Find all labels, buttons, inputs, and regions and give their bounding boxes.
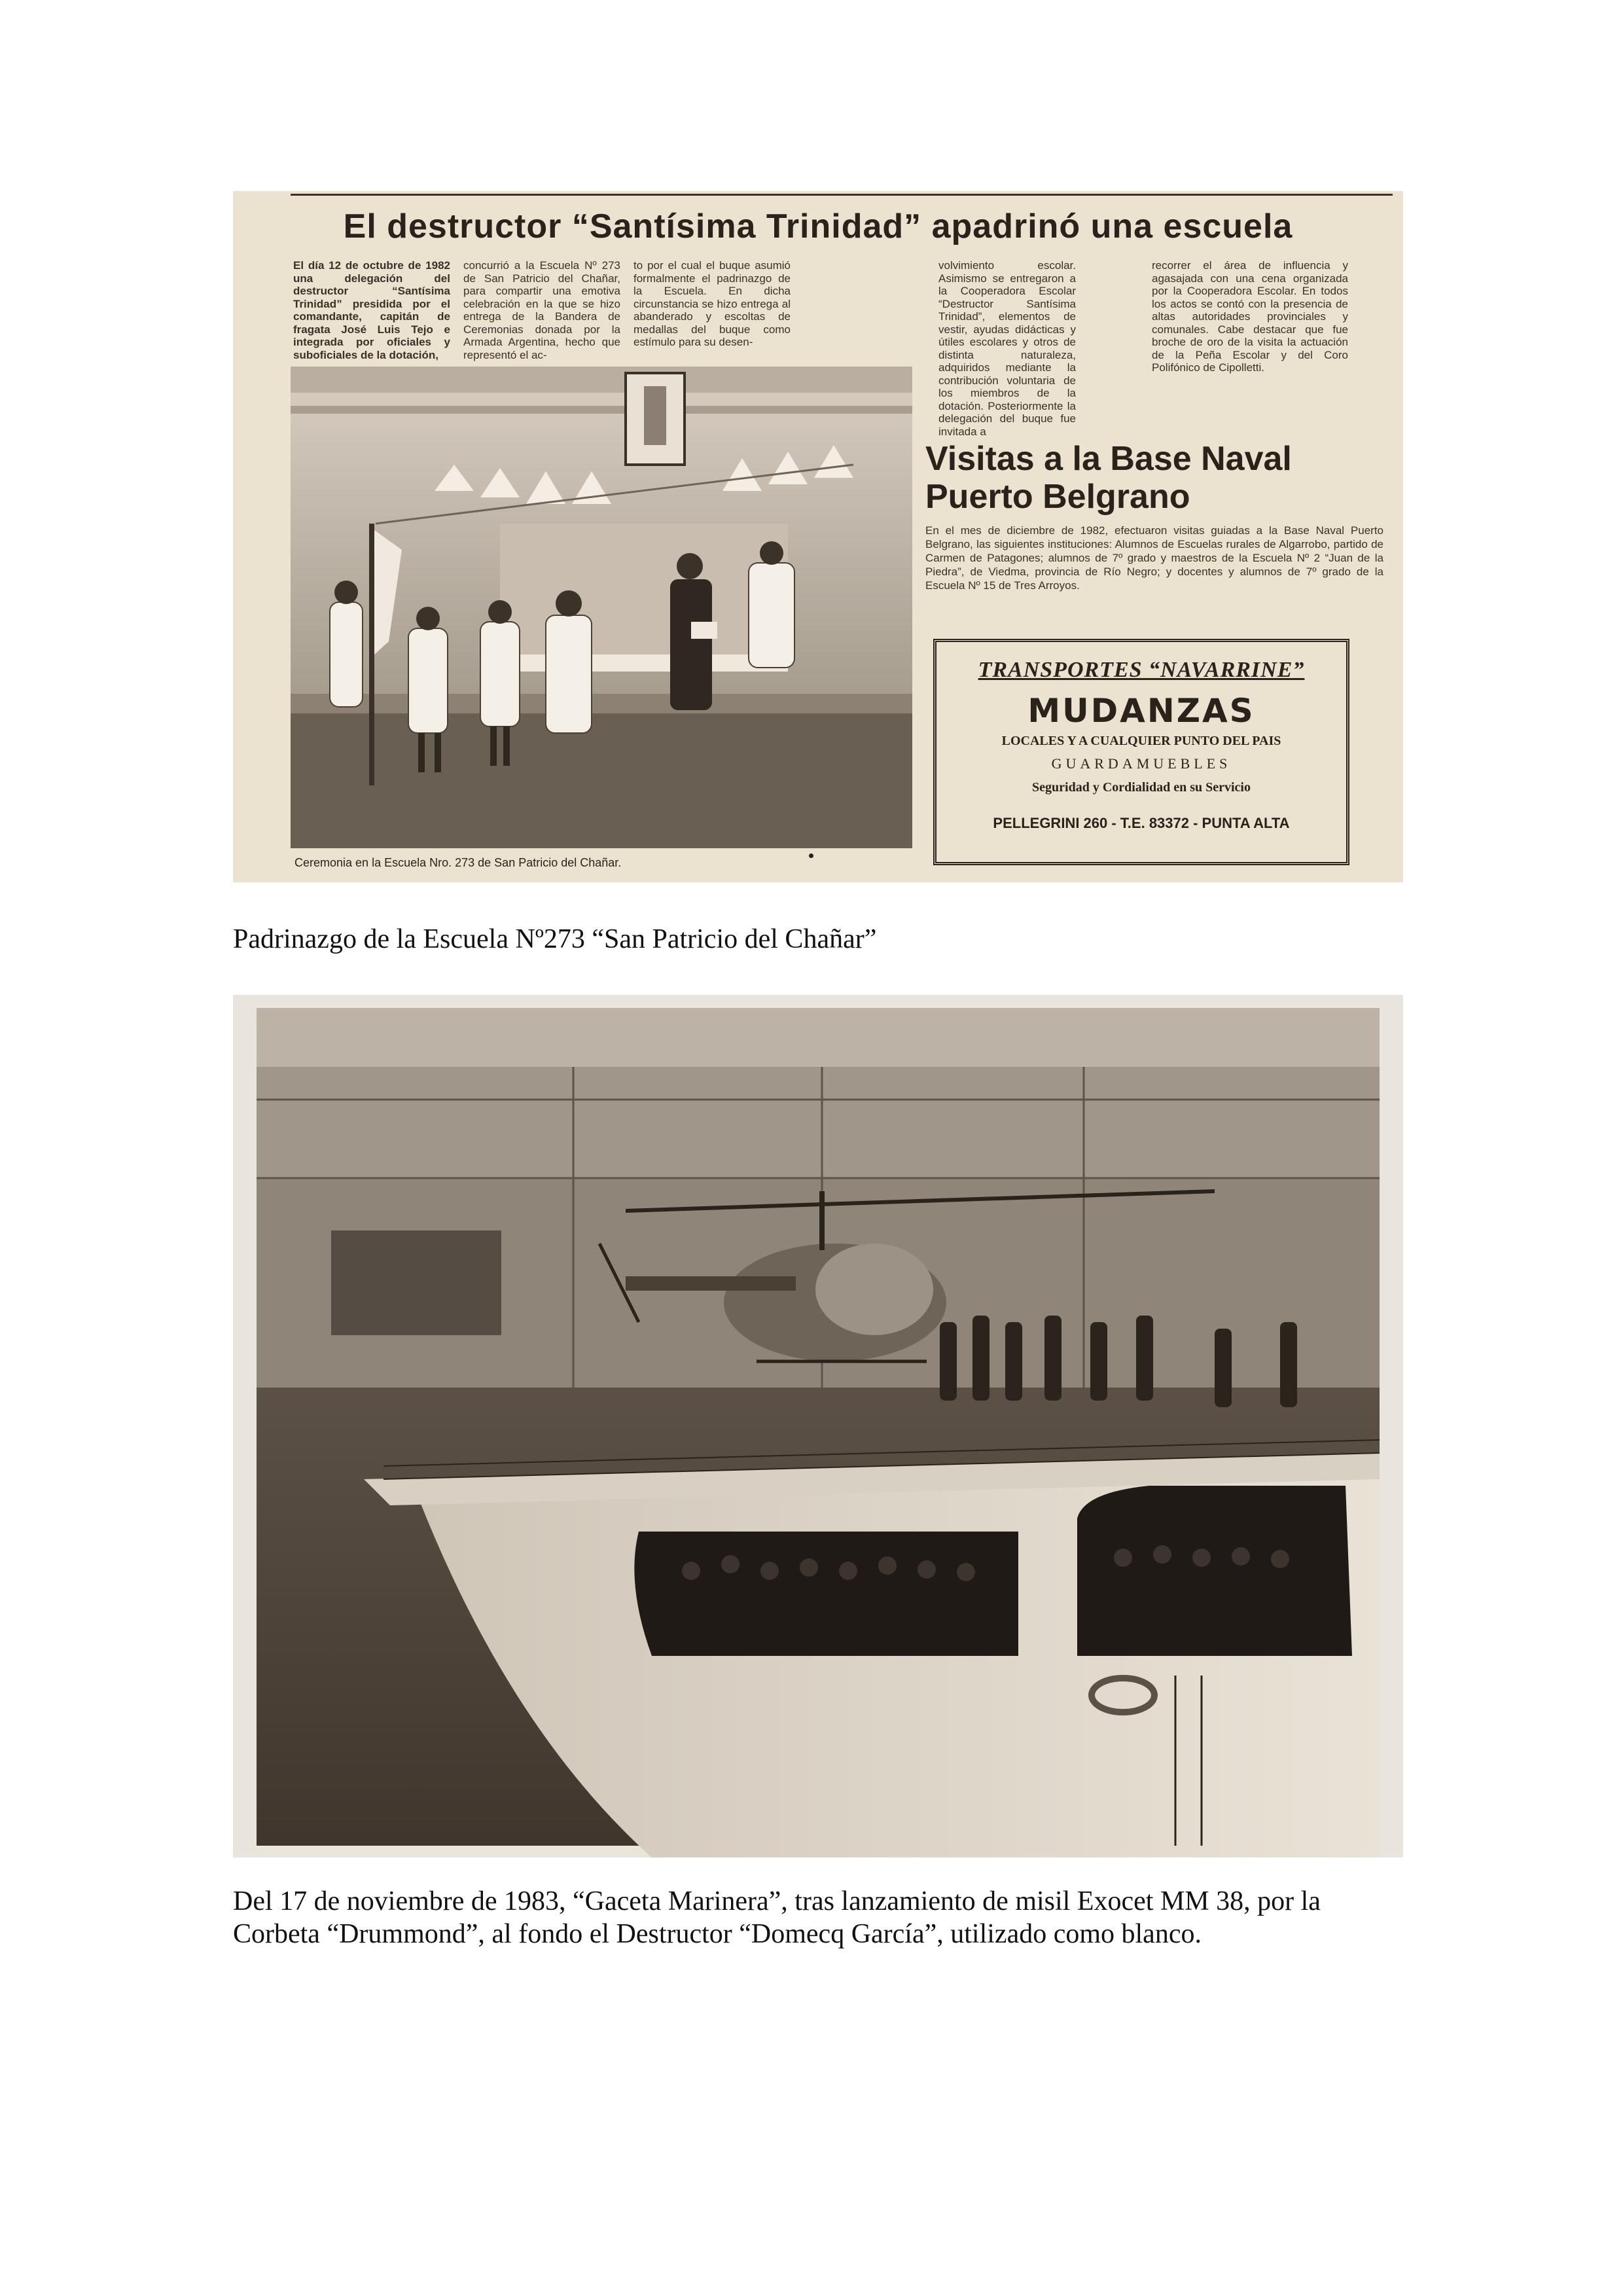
caption-gaceta-marinera: Del 17 de noviembre de 1983, “Gaceta Marinera”, tras lanzamiento de misil Exocet MM 38, por la Corbeta “Drummond”, al fondo el Destructor “Domecq García”, utilizado como blanco.: [233, 1886, 1321, 1949]
ship-helicopter-photo: [233, 995, 1403, 1857]
section-text: En el mes de diciembre de 1982, efectuaron visitas guiadas a la Base Naval Puerto Belgrano, las siguientes instituciones: Alumnos de Escuelas rurales de Algarrobo, partido de Carmen de Patagones; alumnos de 7º grado y maestros de la Escuela Nº 2 “Juan de la Piedra”, de Viedma, provincia de Río Negro; y docentes y alumnos de 7º grado de la Escuela Nº 15 de Tres Arroyos.: [925, 524, 1383, 592]
advertisement-box: [933, 639, 1349, 865]
bullet-dot: [809, 853, 813, 858]
caption-padrinazgo: Padrinazgo de la Escuela Nº273 “San Patricio del Chañar”: [233, 924, 877, 954]
ad-title: TRANSPORTES “NAVARRINE”: [978, 658, 1305, 682]
article-column-4: volvimiento escolar. Asimismo se entregaron a la Cooperadora Escolar “Destructor Santísima Trinidad”, elementos de vestir, ayudas didácticas y útiles escolares y otros de distinta naturaleza, adquiridos mediante la contribución voluntaria de los miembros de la dotación. Posteriormente la delegación del buque fue invitada a: [938, 259, 1076, 438]
ceremony-photo: [291, 367, 912, 848]
photo-caption: Ceremonia en la Escuela Nro. 273 de San Patricio del Chañar.: [294, 856, 622, 869]
article-column-3: to por el cual el buque asumió formalmente el padrinazgo de la Escuela. En dicha circunstancia se hizo entrega al abanderado y escoltas de medallas del buque como estímulo para su desen-: [633, 259, 791, 348]
article-column-1: El día 12 de octubre de 1982 una delegación del destructor “Santísima Trinidad” presidida por el comandante, capitán de fragata José Luis Tejo e integrada por oficiales y suboficiales de la dotación,: [293, 259, 450, 361]
article-column-5: recorrer el área de influencia y agasajada con una cena organizada por la Cooperadora Escolar. En todos los actos se contó con la presencia de altas autoridades provinciales y comunales. Cabe destacar que fue broche de oro de la visita la actuación de la Peña Escolar y del Coro Polifónico de Cipolletti.: [1152, 259, 1348, 374]
ad-storage: GUARDAMUEBLES: [1051, 755, 1232, 772]
ad-slogan: Seguridad y Cordialidad en su Servicio: [1032, 780, 1251, 795]
newspaper-clipping: [233, 191, 1403, 882]
ad-locales: LOCALES Y A CUALQUIER PUNTO DEL PAIS: [1001, 734, 1281, 748]
ad-address: PELLEGRINI 260 - T.E. 83372 - PUNTA ALTA: [993, 815, 1290, 831]
article-column-2: concurrió a la Escuela Nº 273 de San Patricio del Chañar, para compartir una emotiva celebración en la que se hizo entrega de la Bandera de Ceremonias donada por la Armada Argentina, hecho que representó el ac-: [463, 259, 620, 361]
ad-service: MUDANZAS: [1027, 692, 1255, 730]
section-subhead: Visitas a la Base Naval Puerto Belgrano: [925, 440, 1292, 516]
top-rule: [291, 194, 1393, 196]
clipping-headline: El destructor “Santísima Trinidad” apadrinó una escuela: [343, 207, 1293, 245]
